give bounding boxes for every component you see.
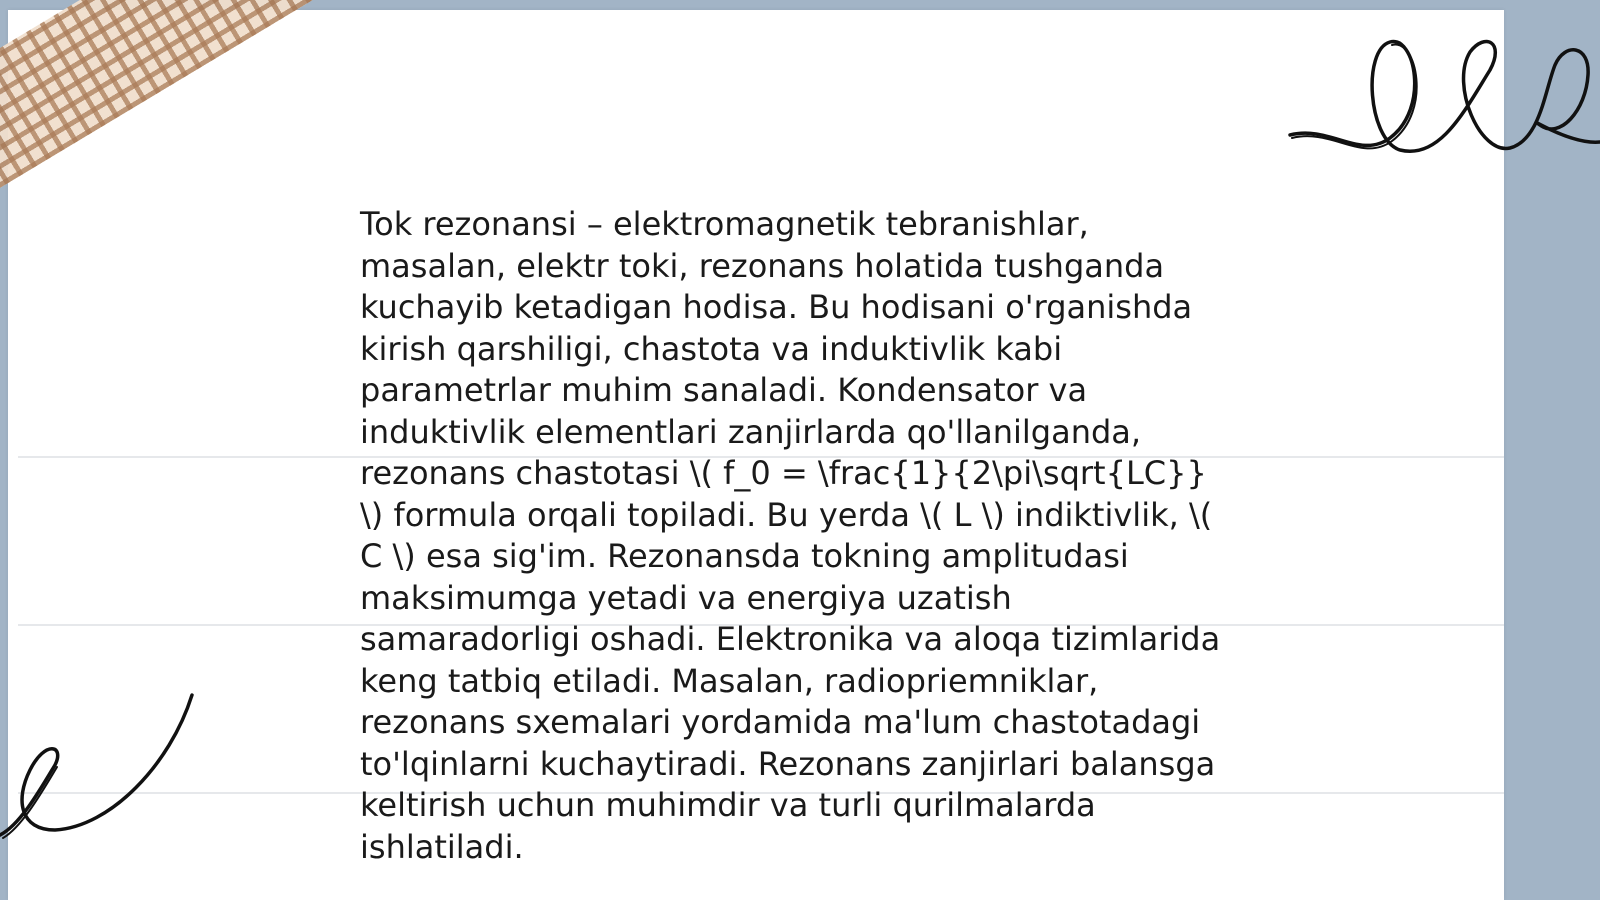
checkmark-doodle xyxy=(0,695,200,845)
body-paragraph: Tok rezonansi – elektromagnetik tebranishlar, masalan, elektr toki, rezonans holatida tushganda kuchayib ketadigan hodisa. Bu hodisani o'rganishda kirish qarshiligi, chastota va induktivlik kabi parametrlar muhim sanaladi. Kondensator va induktivlik elementlari zanjirlarda qo'llanilganda, rezonans chastotasi \( f_0 = \frac{1}{2\pi\sqrt{LC}} \) formula orqali topiladi. Bu yerda \( L \) indiktivlik, \( C \) esa sig'im. Rezonansda tokning amplitudasi maksimumga yetadi va energiya uzatish samaradorligi oshadi. Elektronika va aloqa tizimlarida keng tatbiq etiladi. Masalan, radiopriemniklar, rezonans sxemalari yordamida ma'lum chastotadagi to'lqinlarni kuchaytiradi. Rezonans zanjirlari balansga keltirish uchun muhimdir va turli qurilmalarda ishlatiladi. xyxy=(360,205,1221,866)
loop-squiggle-doodle xyxy=(1290,30,1600,170)
